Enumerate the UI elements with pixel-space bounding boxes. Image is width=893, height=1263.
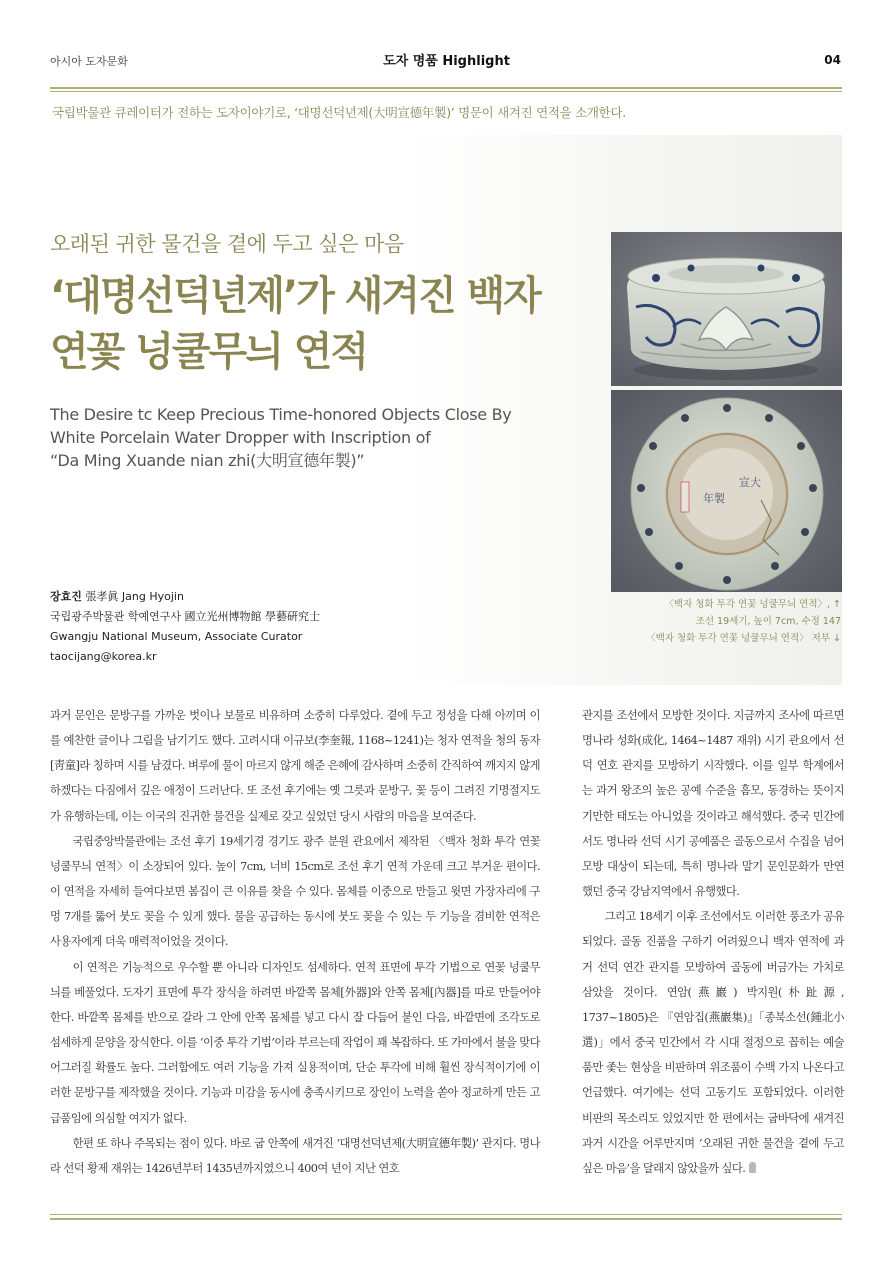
author-affiliation-en: Gwangju National Museum, Associate Curator [50,630,303,643]
section-title: 도자 명품 Highlight [383,54,510,69]
footer-rule-thin [50,1214,842,1215]
body-paragraph: 관지를 조선에서 모방한 것이다. 지금까지 조사에 따르면 명나라 성화(成化, 1464~1487 재위) 시기 관요에서 선덕 연호 관지를 모방하기 시작했다. 이를 일부 학계에서는 과거 왕조의 높은 공예 수준을 흠모, 동경하는 뜻이지 기만한 태도는 아니었을 것이라고 해석했다. 중국 민간에서도 명나라 선덕 시기 공예품은 골동으로서 수집을 넘어 모방 대상이 되는데, 특히 명나라 말기 문인문화가 만연했던 중국 강남지역에서 유행했다. [582,709,844,899]
photo-caption-line-2: 조선 19세기, 높이 7cm, 수정 147 [695,616,841,627]
water-dropper-base-photo [611,390,842,592]
end-mark-icon [749,1162,756,1173]
body-paragraph-text: 그리고 18세기 이후 조선에서도 이러한 풍조가 공유되었다. 골동 진품을 구하기 어려웠으니 백자 연적에 과거 선덕 연간 관지를 모방하여 골동에 버금가는 가치로 삼았을 것이다. 연암(燕巖) 박지원(朴趾源, 1737~1805)은 『연암집(燕巖集)』「종북소선(鍾北小選)」에서 중국 민간에서 각 시대 절정으로 꼽히는 예술품만 좇는 현상을 비판하며 위조품이 수백 가지 나온다고 언급했다. 여기에는 선덕 고동기도 포함되었다. 이러한 비판의 목소리도 있었지만 한 편에서는 굽바닥에 새겨진 과거 시간을 어루만지며 ‘오래된 귀한 물건을 곁에 두고 싶은 마음’을 달래지 않았을까 싶다. [582,910,844,1175]
article-title-line-1: ‘대명선덕년제’가 새겨진 백자 [50,273,540,319]
footer-rule [50,1218,842,1220]
body-paragraph: 국립중앙박물관에는 조선 후기 19세기경 경기도 광주 분원 관요에서 제작된 〈백자 청화 투각 연꽃 넝쿨무늬 연적〉이 소장되어 있다. 높이 7cm, 너비 15cm로 조선 후기 연적 가운데 크고 부거운 편이다. 이 연적을 자세히 들여다보면 봄집이 큰 이유를 찾을 수 있다. 몸체를 이중으로 만들고 윗면 가장자리에 구멍 7개를 뚫어 붓도 꽂을 수 있게 했다. 물을 공급하는 동시에 붓도 꽂을 수 있는 두 기능을 겸비한 연적은 사용자에게 더욱 매력적이었을 것이다. [50,834,540,949]
article-title [50,268,590,380]
inscription-text-left: 年製 [703,492,725,505]
intro-line: 국립박물관 큐레이터가 전하는 도자이야기로, ‘대명선덕년제(大明宣德年製)’ 명문이 새겨진 연적을 소개한다. [52,105,626,120]
author-affiliation-ko: 국립광주박물관 학예연구사 國立光州博物館 學藝硏究士 [50,610,320,623]
water-dropper-side-photo [611,232,842,386]
english-title-line-3: “Da Ming Xuande nian zhi(大明宣德年製)” [50,451,365,470]
body-column-left [50,703,540,1181]
photo-caption-line-3: 〈백자 청화 투각 연꽃 넝쿨무늬 연적〉 저부 ↓ [646,633,841,644]
body-paragraph: 이 연적은 기능적으로 우수할 뿐 아니라 디자인도 섬세하다. 연적 표면에 투각 기법으로 연꽃 넝쿨무늬를 베풀었다. 도자기 표면에 투각 장식을 하려면 바깥쪽 몸체[外器]와 안쪽 몸체[內器]를 따로 만들어야 한다. 바깥쪽 몸체를 반으로 갈라 그 안에 안쪽 몸체를 넣고 다시 잘 다듬어 붙인 다음, 바깥면에 조각도로 섬세하게 문양을 장식한다. 이를 ‘이중 투각 기법’이라 부르는데 작업이 꽤 복잡하다. 또 가마에서 불을 맞다 어그러질 확률도 높다. 그러함에도 여러 기능을 가져 실용적이며, 단순 투각에 비해 훨씬 장식적이기에 이러한 문방구를 제작했을 것이다. 기능과 미감을 동시에 충족시키므로 장인이 노력을 쏟아 정교하게 만든 고급품임에 의심할 여지가 없다. [50,960,540,1125]
author-name-rest: 張孝眞 Jang Hyojin [81,590,184,603]
article-title-line-2: 연꽃 넝쿨무늬 연적 [50,329,367,375]
english-title-line-2: White Porcelain Water Dropper with Inscription of [50,428,431,447]
inscription-text-right: 宣大 [739,476,761,489]
water-dropper-base-illustration [611,390,842,592]
publication-name: 아시아 도자문화 [50,55,128,68]
english-title-line-1: The Desire tc Keep Precious Time-honored Objects Close By [50,405,512,424]
body-paragraph: 과거 문인은 문방구를 가까운 벗이나 보물로 비유하며 소중히 다루었다. 곁에 두고 정성을 다해 아끼며 이를 예찬한 글이나 그림을 남기기도 했다. 고려시대 이규보(李奎報, 1168~1241)는 청자 연적을 청의 동자[靑童]라 칭하며 시를 남겼다. 벼루에 물이 마르지 않게 해준 은혜에 감사하며 소중히 간직하여 깨지지 않게 하겠다는 다짐에서 깊은 애정이 드러난다. 또 조선 후기에는 옛 그릇과 문방구, 꽃 등이 그려진 기명절지도가 유행하는데, 이는 이국의 진귀한 물건을 실제로 갖고 싶었던 당시 사람의 마음을 보여준다. [50,709,540,823]
header-rule-thin [50,91,842,92]
author-name-line [50,587,410,607]
page-number: 04 [824,53,841,67]
author-email: taocijang@korea.kr [50,650,157,663]
header-rule [50,87,842,89]
english-title [50,403,570,472]
body-paragraph: 한편 또 하나 주목되는 점이 있다. 바로 굽 안쪽에 새겨진 ‘대명선덕년제(大明宣德年製)’ 관지다. 명나라 선덕 황제 재위는 1426년부터 1435년까지였으니 400여 년이 지난 연호 [50,1136,540,1175]
author-name: 장효진 [50,590,82,603]
water-dropper-side-illustration [611,232,842,386]
photo-caption-line-1: 〈백자 청화 투각 연꽃 넝쿨무늬 연적〉, ↑ [664,599,841,610]
body-paragraph-last [582,904,844,1181]
body-column-right [582,703,844,1181]
article-subtitle: 오래된 귀한 물건을 곁에 두고 싶은 마음 [50,232,404,256]
